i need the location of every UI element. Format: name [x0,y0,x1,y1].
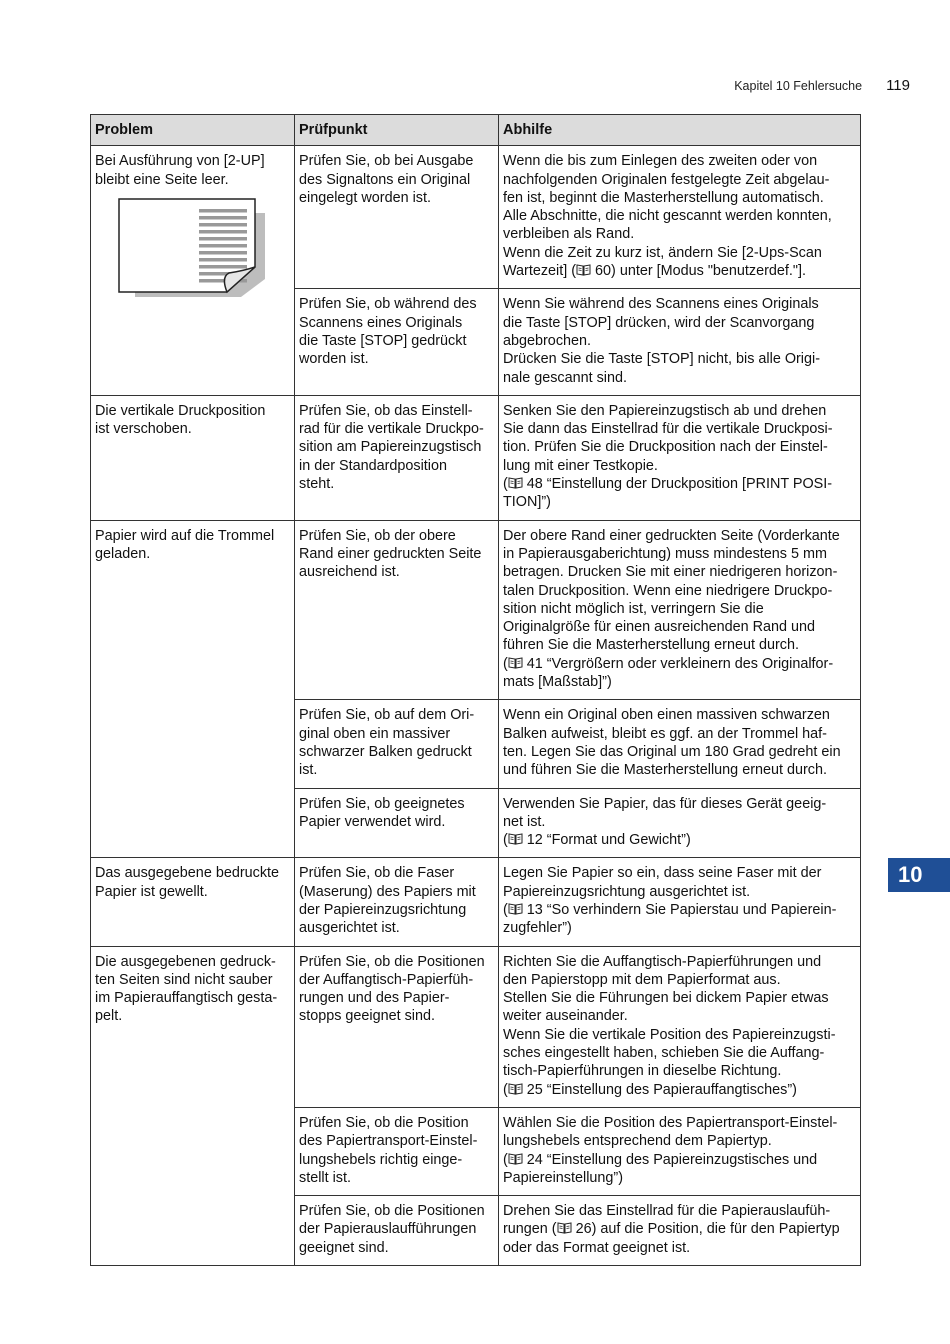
remedy-text: Wenn die bis zum Einlegen des zweiten oder von nachfolgenden Originalen festgelegte Zeit abgelau- fen ist, beginnt die Masterherstellung automatisch. Alle Abschnitte, die nicht gescannt werden konnten, verbleiben als Rand. Wenn die Zeit zu kurz ist, ändern Sie [2-Ups-Scan Wartezeit] ( [503,153,832,280]
remedy-cell [499,520,861,700]
table-row [91,946,861,1107]
troubleshooting-table [90,114,861,1266]
problem-cell [91,946,295,1265]
remedy-text: Wählen Sie die Position des Papiertransport-Einstel- lungshebels entsprechend dem Papiertyp. ( [503,1114,838,1168]
chapter-tab: 10 [888,858,950,892]
remedy-text: Legen Sie Papier so ein, dass seine Faser mit der Papiereinzugsrichtung ausgerichtet ist. ( [503,865,822,918]
remedy-cell [499,788,861,858]
book-reference-icon [508,831,523,849]
remedy-cell [499,146,861,289]
checkpoint-cell: Prüfen Sie, ob während des Scannens eines Originals die Taste [STOP] gedrückt worden ist. [295,289,499,395]
remedy-reference-text: 13 “So verhindern Sie Papierstau und Papierein- zugfehler”) [503,901,837,937]
problem-text: Die ausgegebenen gedruck- ten Seiten sind nicht sauber im Papierauffangtisch gesta- pelt. [95,953,278,1025]
checkpoint-cell: Prüfen Sie, ob bei Ausgabe des Signaltons ein Original eingelegt worden ist. [295,146,499,289]
table-row [91,520,861,700]
blank-page-illustration [117,197,290,302]
remedy-text: Wenn ein Original oben einen massiven schwarzen Balken aufweist, bleibt es ggf. an der Trommel haf- ten. Legen Sie das Original um 180 Grad gedreht ein und führen Sie die Masterherstellung erneut durch. [503,707,841,779]
header-remedy: Abhilfe [499,115,861,146]
page-header [734,77,910,94]
book-reference-icon [576,262,591,280]
problem-text: Das ausgegebene bedruckte Papier ist gewellt. [95,865,280,900]
table-row [91,858,861,946]
remedy-text: Verwenden Sie Papier, das für dieses Gerät geeig- net ist. ( [503,795,827,849]
problem-text: Papier wird auf die Trommel geladen. [95,527,275,562]
remedy-reference-text: 24 “Einstellung des Papiereinzugstisches und Papiereinstellung”) [503,1151,818,1186]
checkpoint-cell: Prüfen Sie, ob das Einstell- rad für die vertikale Druckpo- sition am Papiereinzugstisch in der Standardposition steht. [295,395,499,520]
checkpoint-cell: Prüfen Sie, ob die Position des Papiertransport-Einstel- lungshebels richtig einge- stellt ist. [295,1107,499,1195]
problem-cell [91,146,295,396]
remedy-reference-text: 48 “Einstellung der Druckposition [PRINT POSI- TION]”) [503,476,833,511]
chapter-title: Kapitel 10 Fehlersuche [734,79,863,93]
remedy-reference-text: 12 “Format und Gewicht”) [522,832,691,849]
remedy-cell [499,700,861,788]
page-number: 119 [886,77,910,94]
problem-cell [91,395,295,520]
header-problem: Problem [91,115,295,146]
remedy-cell [499,1107,861,1195]
book-reference-icon [508,475,523,493]
remedy-text: Drehen Sie das Einstellrad für die Papierauslaufüh- rungen ( [503,1203,831,1238]
checkpoint-cell: Prüfen Sie, ob der obere Rand einer gedruckten Seite ausreichend ist. [295,520,499,700]
book-reference-icon [508,1151,523,1169]
table-row [91,146,861,289]
checkpoint-cell: Prüfen Sie, ob die Positionen der Papierauslaufführungen geeignet sind. [295,1196,499,1266]
checkpoint-cell: Prüfen Sie, ob geeignetes Papier verwendet wird. [295,788,499,858]
remedy-reference-text: 26) auf die Position, die für den Papiertyp oder das Format geeignet ist. [503,1221,840,1256]
remedy-reference-text: 41 “Vergrößern oder verkleinern des Originalfor- mats [Maßstab]”) [503,655,834,691]
remedy-cell [499,289,861,395]
remedy-text: Richten Sie die Auffangtisch-Papierführungen und den Papierstopp mit dem Papierformat aus. Stellen Sie die Führungen bei dickem Papier etwas weiter auseinander. Wenn Sie die vertikale Position des Papiereinzugsti- sches eingestellt haben, schieben Sie die Auffang- tisch-Papierführungen in dieselbe Richtung. ( [503,953,836,1098]
remedy-cell [499,858,861,946]
remedy-cell [499,1196,861,1266]
book-reference-icon [508,655,523,673]
checkpoint-cell: Prüfen Sie, ob die Positionen der Auffangtisch-Papierfüh- rungen und des Papier- stopps geeignet sind. [295,946,499,1107]
table-row [91,395,861,520]
checkpoint-cell: Prüfen Sie, ob auf dem Ori- ginal oben ein massiver schwarzer Balken gedruckt ist. [295,700,499,788]
remedy-reference-text: 25 “Einstellung des Papierauffangtisches”) [522,1081,797,1098]
remedy-reference-text: 60) unter [Modus "benutzerdef."]. [591,263,807,280]
remedy-text: Wenn Sie während des Scannens eines Originals die Taste [STOP] drücken, wird der Scanvorgang abgebrochen. Drücken Sie die Taste [STOP] nicht, bis alle Origi- nale gescannt sind. [503,296,820,386]
book-reference-icon [557,1220,572,1238]
table-header-row [91,115,861,146]
remedy-text: Senken Sie den Papiereinzugstisch ab und drehen Sie dann das Einstellrad für die vertikale Druckposi- tion. Prüfen Sie die Druckposition nach der Einstel- lung mit einer Testkopie. ( [503,402,833,493]
problem-text: Bei Ausführung von [2-UP] bleibt eine Seite leer. [95,153,265,188]
header-checkpoint: Prüfpunkt [295,115,499,146]
remedy-cell [499,395,861,520]
book-reference-icon [508,1081,523,1099]
problem-cell [91,520,295,858]
checkpoint-cell: Prüfen Sie, ob die Faser (Maserung) des Papiers mit der Papiereinzugsrichtung ausgerichtet ist. [295,858,499,946]
remedy-text: Der obere Rand einer gedruckten Seite (Vorderkante in Papierausgaberichtung) muss mindestens 5 mm betragen. Drucken Sie mit einer niedrigeren horizon- talen Druckposition. Wenn eine niedrigere Druckpo- sition nicht möglich ist, verringern Sie die Originalgröße für einen ausreichenden Rand und führen Sie die Masterherstellung erneut durch. ( [503,527,840,672]
remedy-cell [499,946,861,1107]
book-reference-icon [508,901,523,919]
problem-text: Die vertikale Druckposition ist verschoben. [95,402,266,438]
problem-cell [91,858,295,946]
